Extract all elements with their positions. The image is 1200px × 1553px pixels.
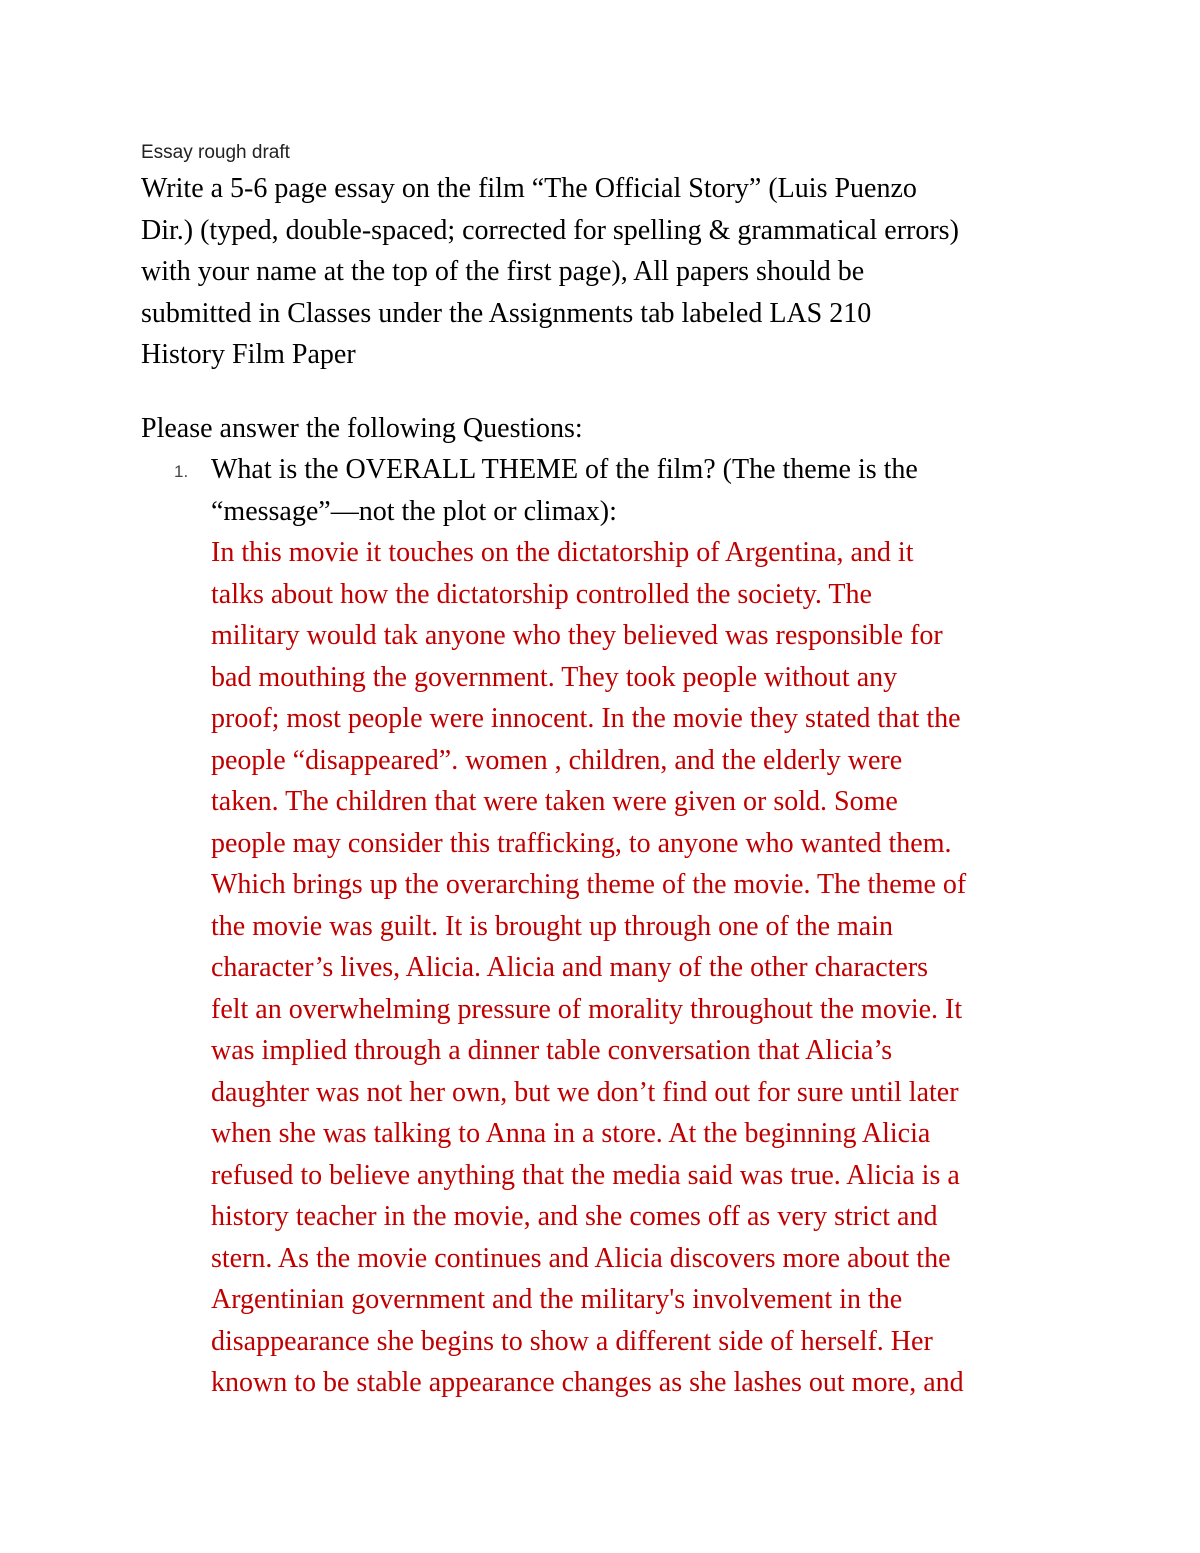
answer-line: military would tak anyone who they believed was responsible for bbox=[211, 620, 943, 651]
answer-line: proof; most people were innocent. In the movie they stated that the bbox=[211, 703, 961, 734]
answer-line: known to be stable appearance changes as she lashes out more, and bbox=[211, 1367, 964, 1398]
answer-line: felt an overwhelming pressure of morality throughout the movie. It bbox=[211, 993, 963, 1025]
document-heading: Essay rough draft bbox=[141, 142, 290, 163]
instruction-line: History Film Paper bbox=[141, 339, 356, 370]
answer-line: bad mouthing the government. They took people without any bbox=[211, 661, 898, 693]
question-line: What is the OVERALL THEME of the film? (The theme is the bbox=[211, 454, 918, 485]
answer-line: character’s lives, Alicia. Alicia and many of the other characters bbox=[211, 952, 929, 983]
answer-line: daughter was not her own, but we don’t find out for sure until later bbox=[211, 1076, 959, 1108]
answer-line: people may consider this trafficking, to anyone who wanted them. bbox=[211, 827, 952, 859]
instruction-line: with your name at the top of the first page), All papers should be bbox=[141, 256, 865, 287]
instruction-line: submitted in Classes under the Assignments tab labeled LAS 210 bbox=[141, 297, 872, 329]
answer-line: Argentinian government and the military's involvement in the bbox=[211, 1284, 903, 1315]
instruction-line: Write a 5-6 page essay on the film “The Official Story” (Luis Puenzo bbox=[141, 173, 917, 204]
answer-line: disappearance she begins to show a different side of herself. Her bbox=[211, 1325, 933, 1357]
answer-line: refused to believe anything that the media said was true. Alicia is a bbox=[211, 1159, 960, 1191]
answer-line: talks about how the dictatorship controlled the society. The bbox=[211, 578, 872, 610]
assignment-instructions bbox=[141, 168, 1081, 376]
answer-line: when she was talking to Anna in a store. At the beginning Alicia bbox=[211, 1118, 931, 1149]
answer-line: In this movie it touches on the dictatorship of Argentina, and it bbox=[211, 537, 914, 568]
answer-line: was implied through a dinner table conversation that Alicia’s bbox=[211, 1035, 893, 1066]
answer-line: the movie was guilt. It is brought up through one of the main bbox=[211, 910, 894, 942]
question-number: 1. bbox=[174, 462, 189, 481]
answer-paragraph bbox=[211, 532, 966, 1404]
answer-line: stern. As the movie continues and Alicia discovers more about the bbox=[211, 1242, 951, 1274]
answer-line: history teacher in the movie, and she comes off as very strict and bbox=[211, 1201, 938, 1232]
answer-line: taken. The children that were taken were given or sold. Some bbox=[211, 786, 898, 817]
answer-line: Which brings up the overarching theme of the movie. The theme of bbox=[211, 869, 967, 900]
instruction-line: Dir.) (typed, double-spaced; corrected for spelling & grammatical errors) bbox=[141, 214, 959, 246]
question-text bbox=[211, 449, 918, 532]
questions-prompt: Please answer the following Questions: bbox=[141, 413, 583, 444]
question-line: “message”—not the plot or climax): bbox=[211, 495, 617, 527]
answer-line: people “disappeared”. women , children, and the elderly were bbox=[211, 744, 903, 776]
